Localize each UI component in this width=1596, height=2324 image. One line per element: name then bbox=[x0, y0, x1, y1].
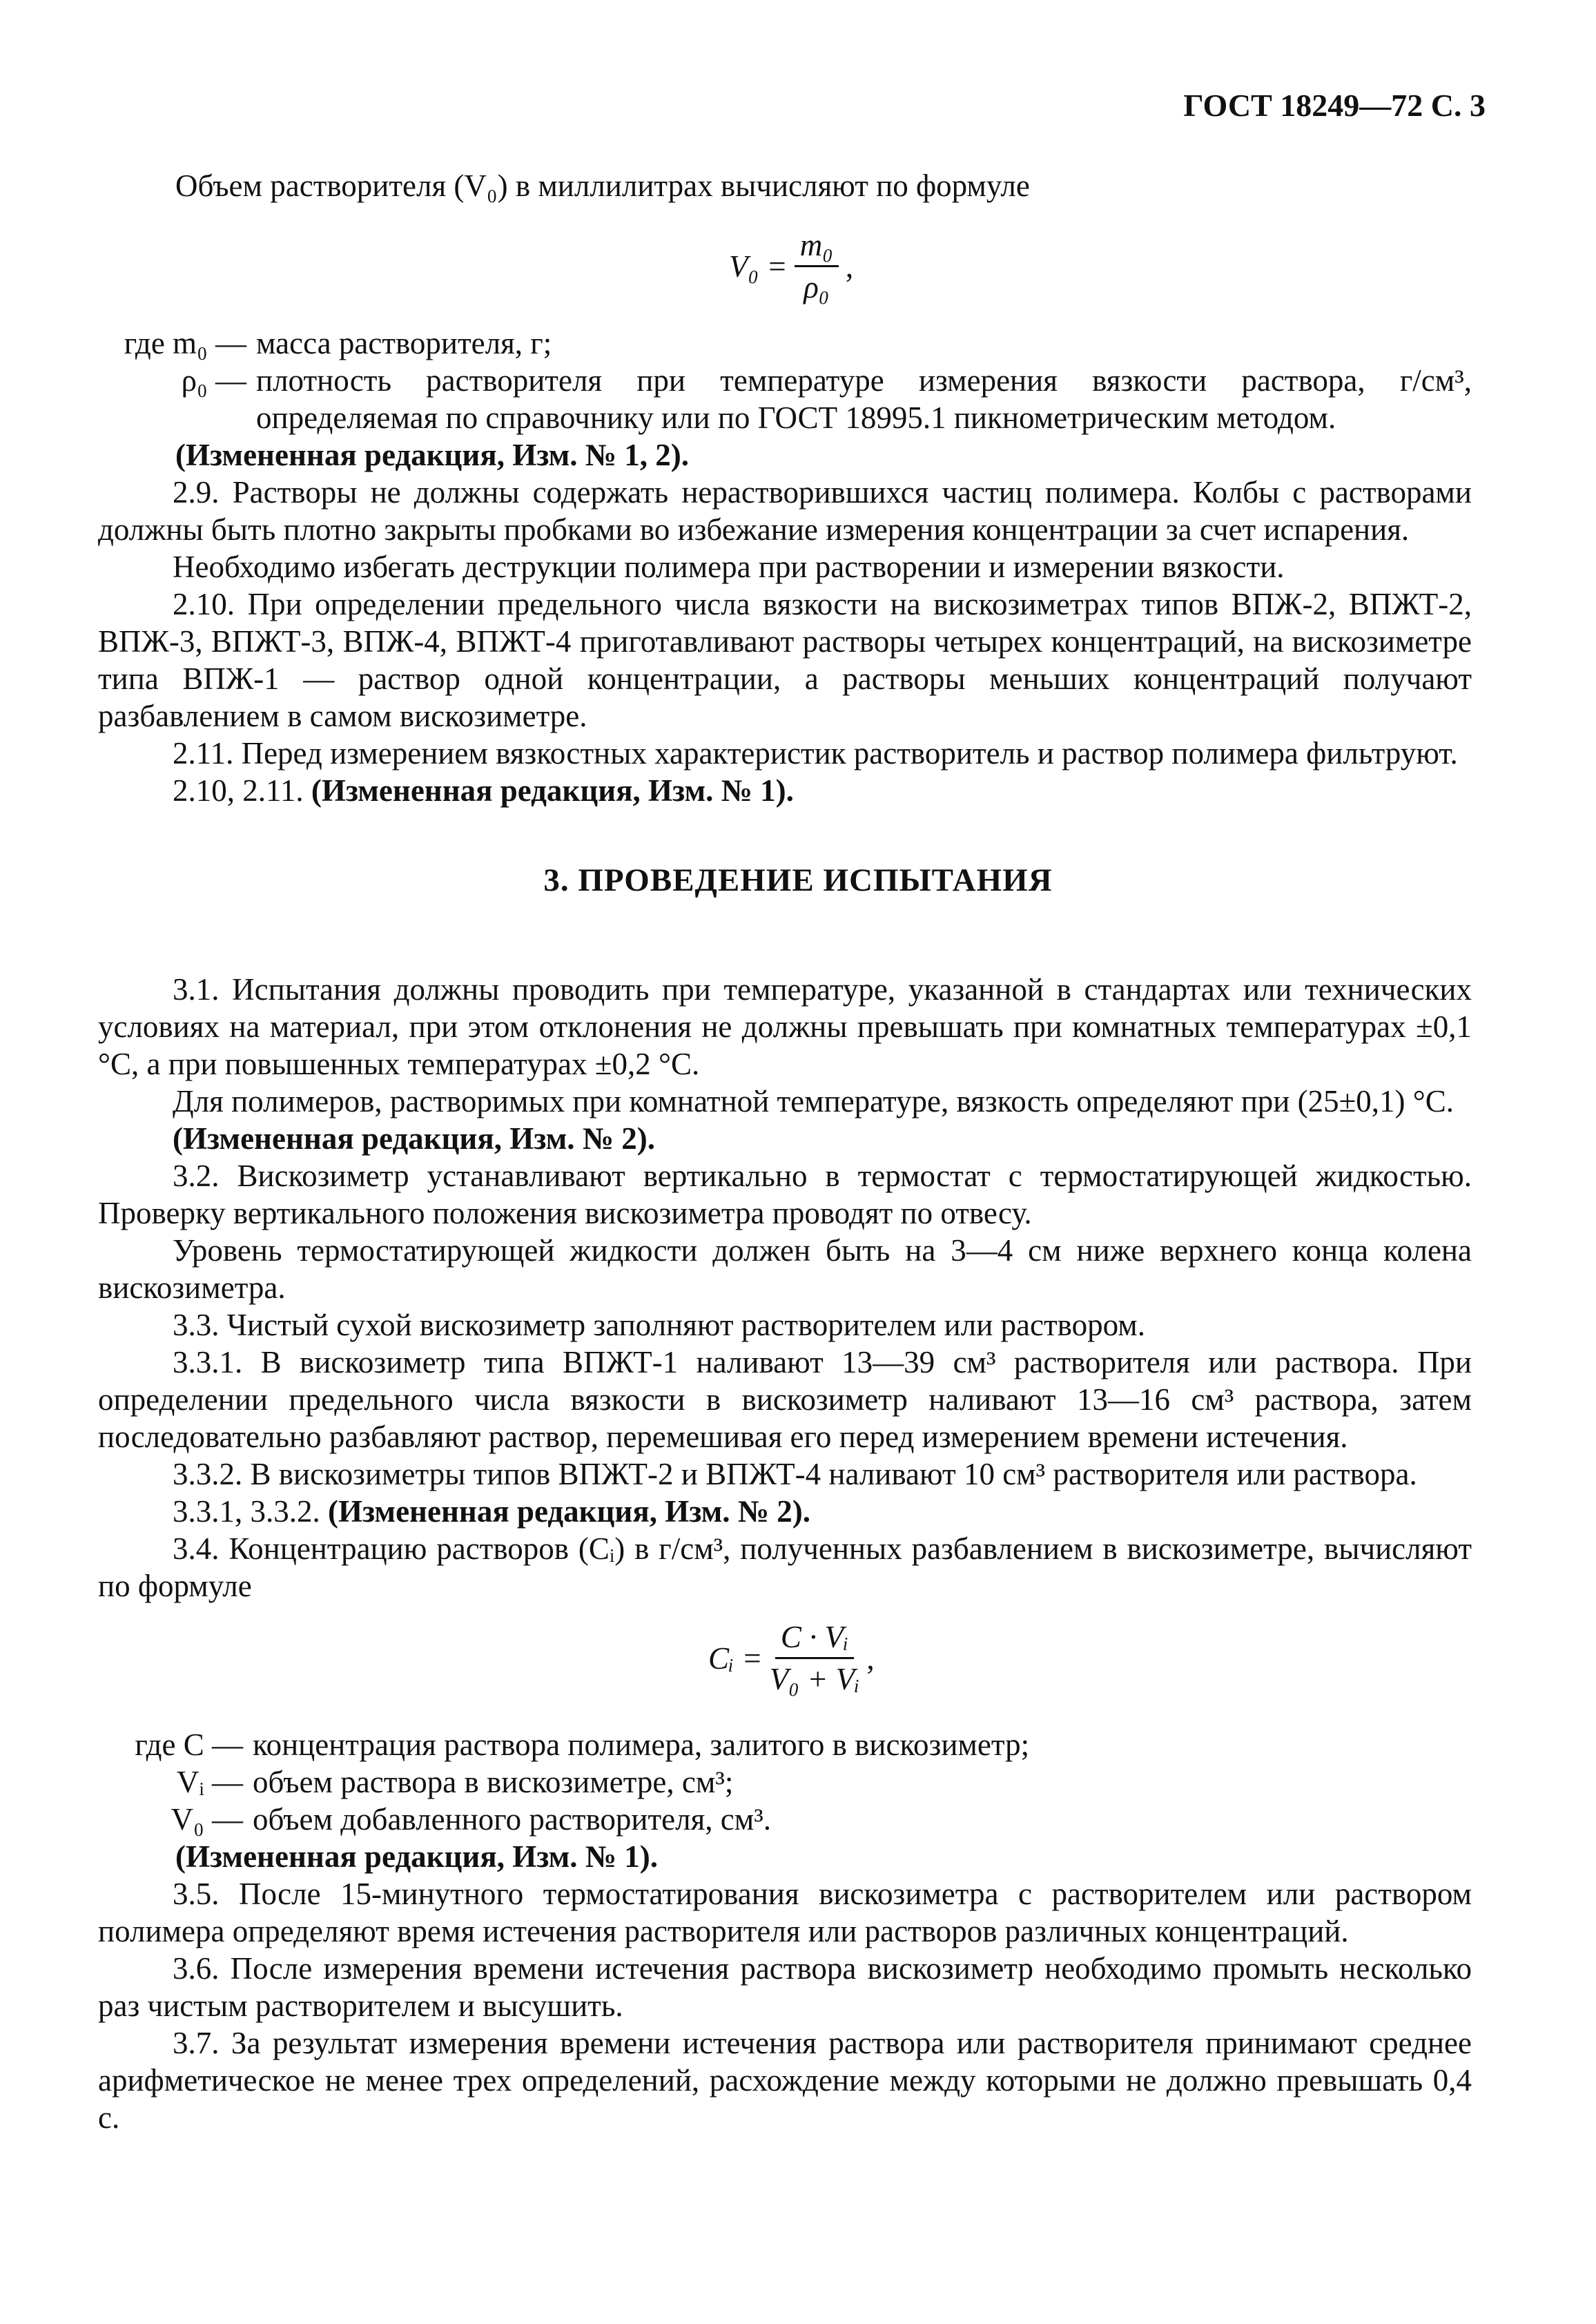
section-3-block bbox=[98, 971, 1472, 1605]
definition-symbol: ρ₀ — bbox=[181, 363, 246, 398]
definition-row bbox=[98, 362, 1472, 436]
section-3-heading: 3. ПРОВЕДЕНИЕ ИСПЫТАНИЯ bbox=[543, 862, 1053, 898]
paragraph-3-1b: Для полимеров, растворимых при комнатной температуре, вязкость определяют при (25±0,1) °С. bbox=[173, 1084, 1454, 1119]
definition-text: объем добавленного растворителя, см³. bbox=[253, 1802, 771, 1837]
definition-text: плотность растворителя при температуре измерения вязкости раствора, г/см³, определяемая по справочнику или по ГОСТ 18995.1 пикнометрическим методом. bbox=[256, 363, 1472, 435]
formula-ci-lhs: Cᵢ = bbox=[708, 1640, 763, 1676]
paragraph-3-5: 3.5. После 15-минутного термостатирования вискозиметра с растворителем или раствором полимера определяют время истечения растворителя или растворов различных концентраций. bbox=[98, 1877, 1472, 1948]
definition-row bbox=[98, 1726, 1472, 1763]
definition-symbol: где C — bbox=[135, 1727, 243, 1762]
paragraph-3-6: 3.6. После измерения времени истечения раствора вискозиметр необходимо промыть несколько раз чистым растворителем и высушить. bbox=[98, 1951, 1472, 2023]
formula-v0-comma: , bbox=[845, 249, 854, 284]
clause-numbers: 3.3.1, 3.3.2. bbox=[173, 1494, 320, 1529]
paragraph-2-9b: Необходимо избегать деструкции полимера при растворении и измерении вязкости. bbox=[173, 550, 1285, 584]
amendment-2-10-2-11 bbox=[98, 772, 1472, 809]
amendment-note: (Измененная редакция, Изм. № 1, 2). bbox=[175, 438, 690, 472]
paragraph-3-3-1: 3.3.1. В вискозиметр типа ВПЖТ-1 наливают 13—39 см³ растворителя или раствора. При определении предельного числа вязкости в вискозиметр наливают 13—16 см³ раствора, затем последовательно разбавляют раствор, перемешивая его перед измерением времени истечения. bbox=[98, 1345, 1472, 1454]
amendment-3-3-1-3-3-2 bbox=[98, 1493, 1472, 1530]
paragraph-2-11: 2.11. Перед измерением вязкостных характеристик растворитель и раствор полимера фильтруют. bbox=[173, 736, 1458, 771]
amendment-note: (Измененная редакция, Изм. № 1). bbox=[175, 1839, 659, 1874]
definitions-list-1 bbox=[98, 325, 1472, 436]
paragraph-3-2: 3.2. Вискозиметр устанавливают вертикально в термостат с термостатирующей жидкостью. Проверку вертикального положения вискозиметра проводят по отвесу. bbox=[98, 1159, 1472, 1230]
definition-symbol: где m₀ — bbox=[124, 326, 246, 360]
formula-ci-denominator: V₀ + Vᵢ bbox=[769, 1662, 860, 1696]
intro-paragraph: Объем растворителя (V₀) в миллилитрах вычисляют по формуле bbox=[175, 168, 1030, 203]
paragraph-3-2b: Уровень термостатирующей жидкости должен быть на 3—4 см ниже верхнего конца колена вискозиметра. bbox=[98, 1233, 1472, 1305]
definitions-list-2 bbox=[98, 1726, 1472, 1838]
paragraph-3-3-2: 3.3.2. В вискозиметры типов ВПЖТ-2 и ВПЖТ-4 наливают 10 см³ растворителя или раствора. bbox=[173, 1457, 1417, 1491]
definition-text: объем раствора в вискозиметре, см³; bbox=[253, 1765, 734, 1799]
intro-block bbox=[98, 167, 1472, 204]
definition-row bbox=[98, 325, 1472, 362]
section-3-tail-block bbox=[98, 1838, 1472, 2136]
paragraph-2-9: 2.9. Растворы не должны содержать нерастворившихся частиц полимера. Колбы с растворами должны быть плотно закрыты пробками во избежание измерения концентрации за счет испарения. bbox=[98, 475, 1472, 547]
formula-v0-denominator: ρ₀ bbox=[804, 270, 830, 304]
definition-text: масса растворителя, г; bbox=[256, 326, 552, 360]
formula-ci bbox=[708, 1620, 875, 1696]
paragraph-3-3: 3.3. Чистый сухой вискозиметр заполняют растворителем или раствором. bbox=[173, 1308, 1145, 1342]
definition-text: концентрация раствора полимера, залитого в вискозиметр; bbox=[253, 1727, 1030, 1762]
amendment-note: (Измененная редакция, Изм. № 1). bbox=[311, 773, 794, 808]
formula-ci-fraction bbox=[770, 1620, 860, 1696]
paragraph-3-7: 3.7. За результат измерения времени истечения раствора или растворителя принимают среднее арифметическое не менее трех определений, расхождение между которыми не должно превышать 0,4 с. bbox=[98, 2026, 1472, 2135]
formula-v0 bbox=[729, 228, 853, 304]
formula-v0-fraction bbox=[795, 228, 839, 304]
clause-numbers: 2.10, 2.11. bbox=[173, 773, 304, 808]
formula-v0-numerator: m₀ bbox=[795, 228, 839, 267]
section-2-block bbox=[98, 436, 1472, 809]
definition-symbol: V₀ — bbox=[171, 1802, 243, 1837]
amendment-note: (Измененная редакция, Изм. № 2). bbox=[328, 1494, 811, 1529]
paragraph-3-1: 3.1. Испытания должны проводить при температуре, указанной в стандартах или технических условиях на материал, при этом отклонения не должны превышать при комнатных температурах ±0,1 °С, а при повышенных температурах ±0,2 °С. bbox=[98, 972, 1472, 1081]
formula-ci-comma: , bbox=[866, 1640, 875, 1676]
page-header: ГОСТ 18249—72 С. 3 bbox=[1183, 88, 1486, 123]
amendment-note: (Измененная редакция, Изм. № 2). bbox=[173, 1121, 656, 1156]
paragraph-2-10: 2.10. При определении предельного числа вязкости на вискозиметрах типов ВПЖ-2, ВПЖТ-2, ВПЖ-3, ВПЖТ-3, ВПЖ-4, ВПЖТ-4 приготавливают растворы четырех концентраций, на вискозиметре типа ВПЖ-1 — раствор одной концентрации, а растворы меньших концентраций получают разбавлением в самом вискозиметре. bbox=[98, 587, 1472, 733]
formula-v0-lhs: V₀ = bbox=[729, 249, 788, 284]
definition-row bbox=[98, 1801, 1472, 1838]
definition-symbol: Vᵢ — bbox=[176, 1765, 243, 1799]
definition-row bbox=[98, 1763, 1472, 1801]
paragraph-3-4: 3.4. Концентрацию растворов (Cᵢ) в г/см³, полученных разбавлением в вискозиметре, вычисляют по формуле bbox=[98, 1531, 1472, 1603]
formula-ci-numerator: C · Vᵢ bbox=[775, 1620, 854, 1659]
